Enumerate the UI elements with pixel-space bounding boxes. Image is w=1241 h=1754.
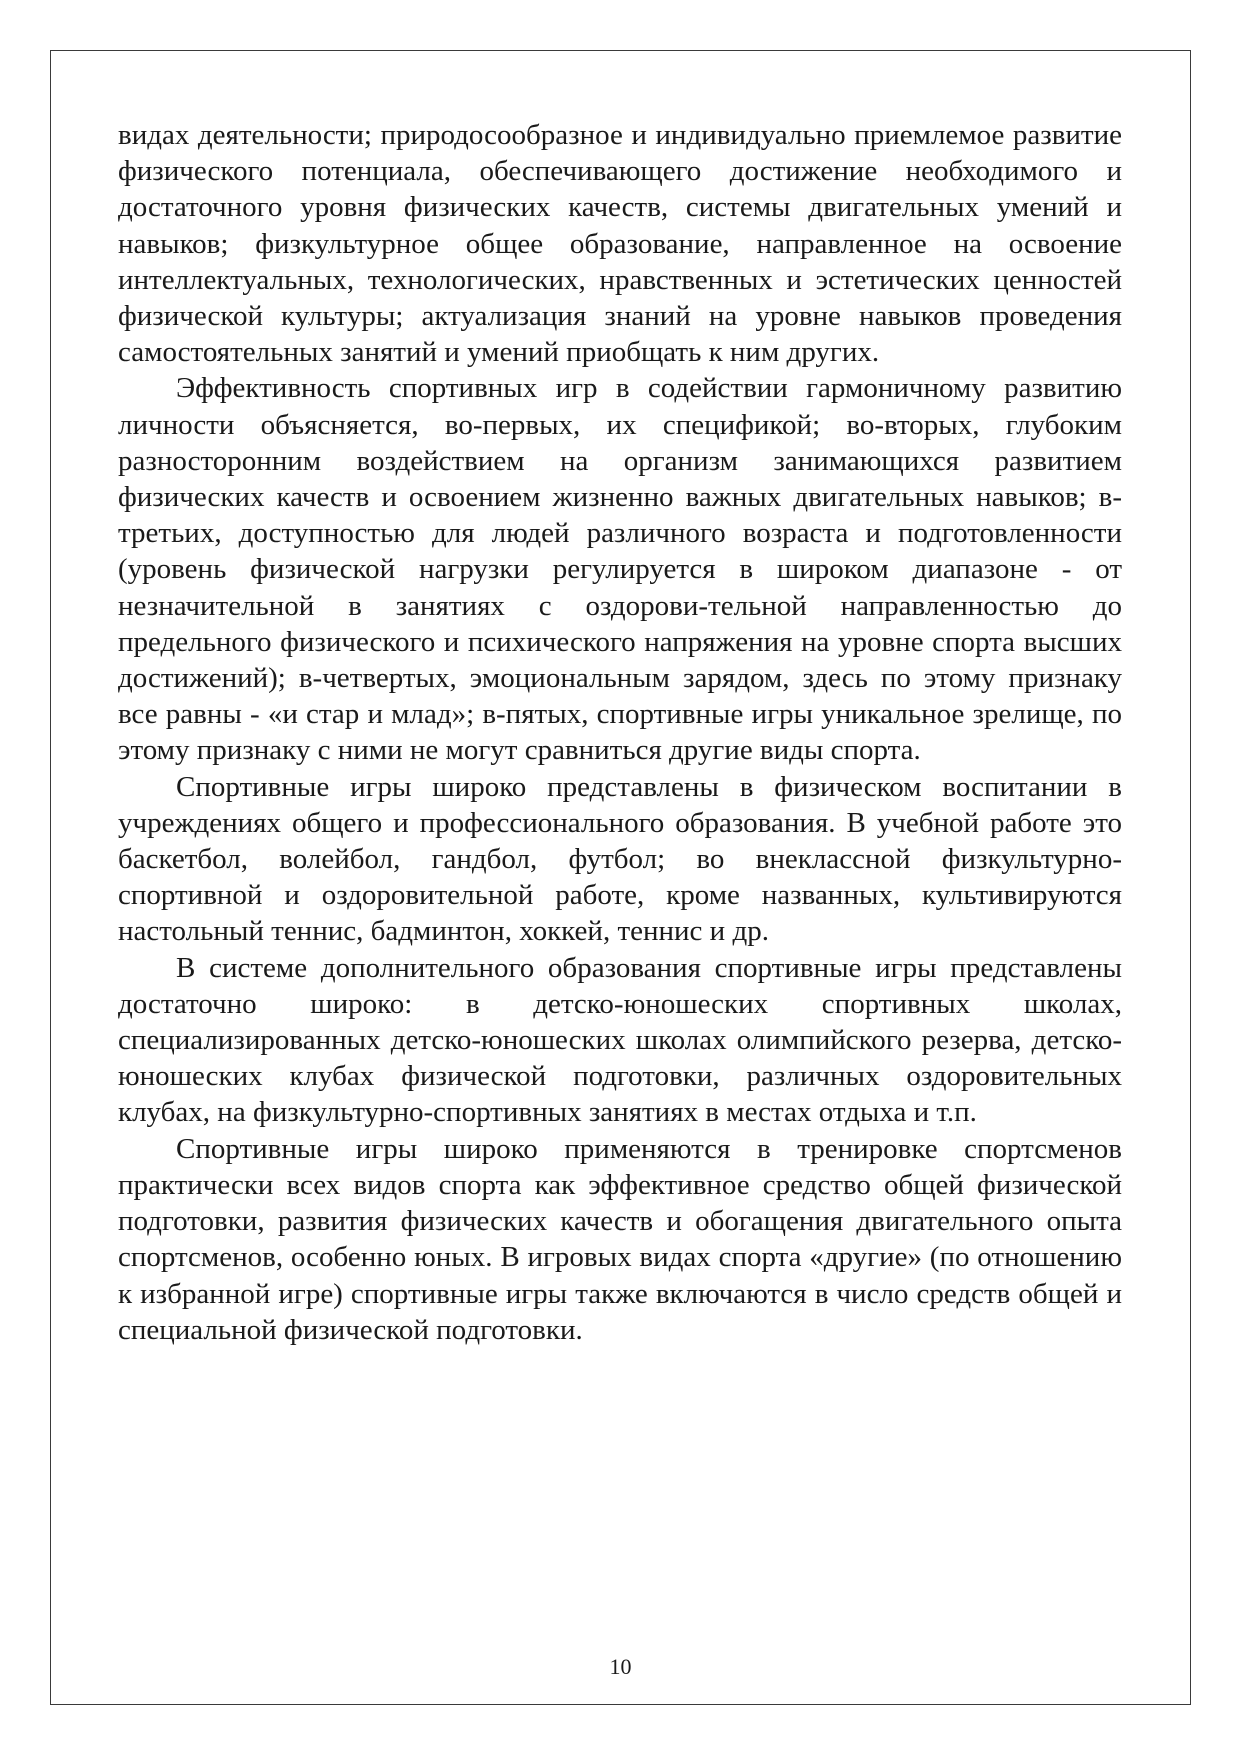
paragraph-additional-education: В системе дополнительного образования спортивные игры представлены достаточно широко: в детско-юношеских спортивных школах, специализированных детско-юношеских школах олимпийского резерва, детско-юношеских клубах физической подготовки, различных оздоровительных клубах, на физкультурно-спортивных занятиях в местах отдыха и т.п. xyxy=(118,951,1122,1129)
paragraph-education: Спортивные игры широко представлены в физическом воспитании в учреждениях общего и профессионального образования. В учебной работе это баскетбол, волейбол, гандбол, футбол; во внеклассной физкультурно-спортивной и оздоровительной работе, кроме названных, культивируются настольный теннис, бадминтон, хоккей, теннис и др. xyxy=(118,770,1122,948)
document-body xyxy=(118,117,1122,1348)
page-number: 10 xyxy=(609,1654,632,1679)
paragraph-training: Спортивные игры широко применяются в тренировке спортсменов практически всех видов спорта как эффективное средство общей физической подготовки, развития физических качеств и обогащения двигательного опыта спортсменов, особенно юных. В игровых видах спорта «другие» (по отношению к избранной игре) спортивные игры также включаются в число средств общей и специальной физической подготовки. xyxy=(118,1132,1122,1346)
paragraph-continuation: видах деятельности; природосообразное и индивидуально приемлемое развитие физического потенциала, обеспечивающего достижение необходимого и достаточного уровня физических качеств, системы двигательных умений и навыков; физкультурное общее образование, направленное на освоение интеллектуальных, технологических, нравственных и эстетических ценностей физической культуры; актуализация знаний на уровне навыков проведения самостоятельных занятий и умений приобщать к ним других. xyxy=(118,119,1122,369)
paragraph-effectiveness: Эффективность спортивных игр в содействии гармоничному развитию личности объясняется, во-первых, их спецификой; во-вторых, глубоким разносторонним воздействием на организм занимающихся развитием физических качеств и освоением жизненно важных двигательных навыков; в-третьих, доступностью для людей различного возраста и подготовленности (уровень физической нагрузки регулируется в широком диапазоне - от незначительной в занятиях с оздорови-тельной направленностью до предельного физического и психического напряжения на уровне спорта высших достижений); в-четвертых, эмоциональным зарядом, здесь по этому признаку все равны - «и стар и млад»; в-пятых, спортивные игры уникальное зрелище, по этому признаку с ними не могут сравниться другие виды спорта. xyxy=(118,372,1122,767)
